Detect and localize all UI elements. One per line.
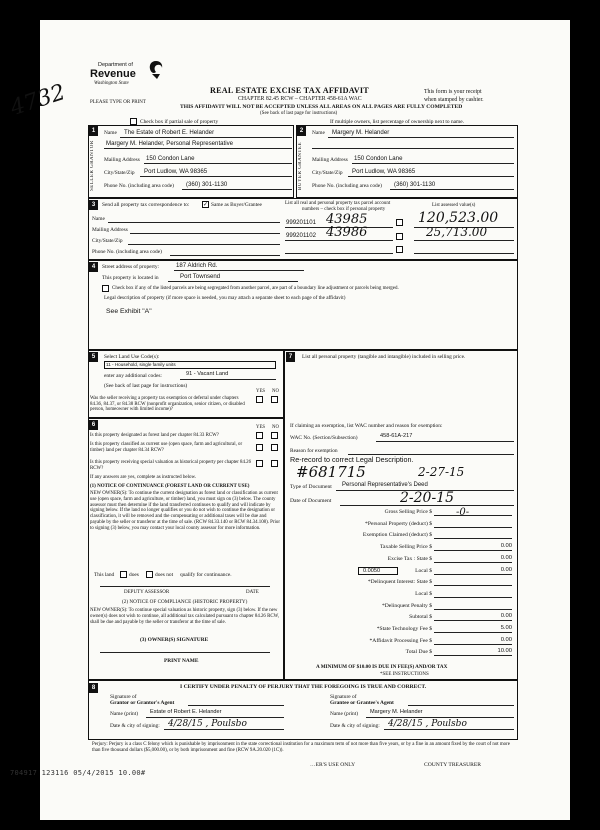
parcel-1-hand: 43985 [326,212,368,227]
wac-line [376,441,514,442]
s5-question: Was the seller receiving a property tax exemption or deferral under chapters 84.36, 84.37, or 84.38 RCW (nonprofit organization, senior citizen, or disabled person, homeowner with limited income)? [90,396,245,413]
tax-row-line [434,585,512,586]
located-line [168,281,298,282]
tax-row-value[interactable]: 5.00 [500,625,512,631]
buyer-phone[interactable]: (360) 301-1130 [394,181,436,188]
s3-phone-label: Phone No. (including area code) [92,249,162,255]
grantee-sig-line[interactable] [408,705,514,706]
s6-if-yes: If any answers are yes, complete as instructed below. [90,475,197,480]
wac-label: WAC No. (Section/Subsection) [290,435,358,441]
tax-row-label: Local $ [415,590,432,597]
qualify-text: qualify for continuance. [180,572,232,578]
exemption-claim-label: If claiming an exemption, list WAC number and reason for exemption: [290,423,443,429]
section-6-number: 6 [89,420,98,430]
street-line [174,270,304,271]
s6-q2-no[interactable] [271,444,278,451]
legal-description[interactable]: See Exhibit "A" [106,308,152,315]
reason-label: Reason for exemption [290,448,338,454]
tax-row-line [434,527,512,528]
tax-row-value[interactable]: 0.00 [500,566,512,573]
tax-row-label: *Delinquent Penalty $ [381,602,432,609]
print-name-label: PRINT NAME [164,658,199,664]
deputy-line [100,586,270,587]
grantee-date-label: Date & city of signing: [330,723,380,729]
minimum-due-note: A MINIMUM OF $10.00 IS DUE IN FEE(S) AND/OR TAX [316,664,448,670]
tax-row-value[interactable]: 0.00 [500,613,512,620]
seller-name[interactable]: The Estate of Robert E. Helander [124,129,215,136]
seller-phone-line [182,189,292,190]
grantor-name-label: Name (print) [110,711,138,717]
buyer-address[interactable]: 150 Condon Lane [354,155,403,162]
s3-address-line [130,233,280,234]
s5-no: NO [272,389,279,394]
notice-2-body: NEW OWNER(S): To continue special valuation as historic property, sign (3) below. If the new owner(s) does not wish to continue, all additional tax calculated pursuant to chapter 84.26 RCW, shall be due and payable by the seller or transferor at the time of sale. [90,608,280,625]
certify-statement: I CERTIFY UNDER PENALTY OF PERJURY THAT THE FOREGOING IS TRUE AND CORRECT. [180,684,427,690]
perjury-statement: Perjury: Perjury is a class C felony which is punishable by imprisonment in the state correctional institution for a maximum term of not more than five years, or by a fine in an amount fixed by the court of not more than five thousand dollars ($5,000.00), or by both imprisonment and fine (RCW 9A.20.020 (1C)). [92,742,510,754]
tax-row-value[interactable]: 0.00 [500,554,512,561]
segregated-label: Check box if any of the listed parcels are being segregated from another parcel, are part of a boundary line adjustment or parcels being merged. [112,286,399,291]
grantor-sig-line[interactable] [188,705,284,706]
s3-city-line [128,244,280,245]
s5-see-back: (See back of last page for instructions) [104,383,188,389]
form-see-back: (See back of last page for instructions) [260,111,338,116]
form-title: REAL ESTATE EXCISE TAX AFFIDAVIT [210,86,369,95]
wa-logo-icon [148,60,164,80]
s3-phone-line [170,255,280,256]
seller-city[interactable]: Port Ludlow, WA 98365 [144,168,208,175]
section-4-number: 4 [89,262,98,272]
seller-name-label: Name [104,130,117,136]
s3-address-label: Mailing Address [92,227,128,233]
seller-address[interactable]: 150 Condon Lane [146,155,195,162]
tax-row-label: Exemption Claimed (deduct) $ [362,532,432,539]
personal-property-label: List all personal property (tangible and intangible) included in selling price. [302,354,466,360]
grantor-date[interactable]: 4/28/15 , Poulsbo [168,719,247,729]
s6-yes: YES [256,425,266,430]
wac-number[interactable]: 458-61A-217 [380,433,413,439]
buyer-name2-line [312,148,514,149]
s6-q2: Is this property classified as current use (open space, farm and agricultural, or timber) land per chapter 84.34 RCW? [90,442,243,453]
grantee-sig-label: Signature of [330,694,357,700]
parcel-1-number[interactable]: 999201101 [286,219,317,226]
buyer-phone-label: Phone No. (including area code) [312,183,382,189]
located-city[interactable]: Port Townsend [180,273,221,280]
margin-note: 4732 [7,79,69,122]
tax-row-line [434,644,512,645]
tax-row-line [434,632,512,633]
tax-row-line [434,655,512,656]
tax-row-label: *State Technology Fee $ [376,626,432,632]
affidavit-page [7,20,570,820]
tax-row-label: Total Due $ [405,649,432,656]
land-does-not-checkbox[interactable] [146,571,153,578]
doc-date[interactable]: 2-20-15 [400,490,454,506]
send-correspondence-label: Send all property tax correspondence to: [102,202,190,208]
local-rate-box[interactable]: 0.0050 [358,567,398,575]
grantor-date-label: Date & city of signing: [110,723,160,729]
s5-yes: YES [256,389,266,394]
tax-row-line [434,562,512,563]
grantee-name-label: Name (print) [330,711,358,717]
grantee-date[interactable]: 4/28/15 , Poulsbo [388,719,467,729]
grantor-name-line [146,717,284,718]
tax-row-line [434,574,512,575]
parcel-2-value[interactable]: 25,713.00 [426,225,488,239]
receipt-note-1: This form is your receipt [424,89,482,95]
seller-phone[interactable]: (360) 301-1130 [186,181,228,188]
tax-row-line [434,538,512,539]
section-2-number: 2 [297,126,306,136]
buyer-side-label: BUYER GRANTEE [298,141,303,191]
buyer-city-label: City/State/Zip [312,170,343,176]
s3-name-label: Name [92,216,105,222]
land-use-code: 11 - Household, single family units [106,362,176,367]
grantee-name-line [366,717,514,718]
please-type: PLEASE TYPE OR PRINT [90,100,146,105]
s3-city-label: City/State/Zip [92,238,123,244]
parcel-2-checkbox[interactable] [396,233,403,240]
buyer-name[interactable]: Margery M. Helander [332,129,390,136]
s5-no-checkbox[interactable] [271,396,278,403]
parcel-3-value-line [414,253,514,254]
gross-price-hand: -0- [456,507,470,518]
land-does-label: This land [94,572,115,578]
buyer-name-label: Name [312,130,325,136]
form-chapter: CHAPTER 82.45 RCW – CHAPTER 458-61A WAC [238,96,362,102]
tax-row-label: *Affidavit Processing Fee $ [369,637,432,644]
assessed-header: List assessed value(s) [432,203,476,208]
owner-signature-label: (3) OWNER(S) SIGNATURE [140,637,209,643]
buyer-address-label: Mailing Address [312,157,348,163]
s6-q3: Is this property receiving special valuation as historical property per chapter 84.26 RCW? [90,460,252,471]
parcel-2-line [285,240,393,241]
additional-codes[interactable]: 91 - Vacant Land [186,371,229,377]
county-treasurer-label: COUNTY TREASURER [424,762,482,768]
handwritten-ref: #681715 [296,463,366,481]
parcel-1-value[interactable]: 120,523.00 [418,210,499,226]
land-does-checkbox[interactable] [120,571,127,578]
s6-q3-yes[interactable] [256,460,263,467]
parcel-2-number[interactable]: 999201102 [286,232,317,239]
street-label: Street address of property: [102,264,160,270]
section-7-number: 7 [286,352,295,362]
located-label: This property is located in [102,275,159,281]
same-as-buyer-label: Same as Buyer/Grantee [211,202,262,208]
doc-type-label: Type of Document [290,484,332,490]
dor-logo [90,60,180,98]
parcel-header-2: numbers – check box if personal property [302,207,386,212]
s6-no: NO [272,425,279,430]
multiple-owners-note: If multiple owners, list percentage of ownership next to name. [330,119,464,125]
tax-row-line [434,550,512,551]
grantor-name[interactable]: Estate of Robert E. Helander [150,709,222,715]
s6-q3-no[interactable] [271,460,278,467]
s6-q1-no[interactable] [271,432,278,439]
parcel-header-1: List all real and personal property tax parcel account [285,201,391,206]
parcel-2-hand: 43986 [326,225,368,240]
doc-type[interactable]: Personal Representative's Deed [342,482,428,488]
parcel-3-line [285,253,393,254]
land-does-not-text: does not [155,572,174,578]
section-1-number: 1 [89,126,98,136]
buyer-address-line [352,163,514,164]
notice-1-title: (1) NOTICE OF CONTINUANCE (FOREST LAND OR CURRENT USE) [90,484,250,489]
receipt-note-2: when stamped by cashier. [424,97,484,103]
buyer-phone-line [390,189,514,190]
s3-name-line [108,222,280,223]
seller-city-line [140,176,292,177]
form-warning: THIS AFFIDAVIT WILL NOT BE ACCEPTED UNLESS ALL AREAS ON ALL PAGES ARE FULLY COMPLETED [180,104,463,110]
section-3-number: 3 [89,200,98,210]
s6-q2-yes[interactable] [256,444,263,451]
seller-side-label: SELLER GRANTOR [90,140,95,192]
land-use-label: Select Land Use Code(s): [104,354,160,360]
seller-city-label: City/State/Zip [104,170,135,176]
tax-row-label: *Delinquent Interest: State $ [367,579,432,586]
parcel-3-checkbox[interactable] [396,246,403,253]
section-4 [88,260,518,350]
legal-label: Legal description of property (if more space is needed, you may attach a separate sheet to each page of the affidavit) [104,295,346,301]
grantee-name[interactable]: Margery M. Helander [370,709,423,715]
doc-date-label: Date of Document [290,498,332,504]
street-address[interactable]: 187 Aldrich Rd. [176,262,218,269]
grantor-sig-label: Signature of [110,694,137,700]
date-label: DATE [246,590,259,595]
section-5-number: 5 [89,352,98,362]
tax-row-label: Taxable Selling Price $ [380,544,432,551]
s6-q1-yes[interactable] [256,432,263,439]
logo-text-3: Washington State [94,81,129,86]
grantor-label: Grantor or Grantor's Agent [110,700,175,706]
tax-row-line [434,515,512,516]
parcel-1-checkbox[interactable] [396,219,403,226]
buyer-city-line [348,176,514,177]
tax-row-value[interactable]: 10.00 [497,648,512,655]
tax-row-label: Subtotal $ [409,614,432,621]
tax-row-value[interactable]: 0.00 [500,543,512,550]
treasurer-use-label: …ER'S USE ONLY [310,762,356,768]
additional-codes-label: enter any additional codes: [104,373,162,379]
notice-2-title: (2) NOTICE OF COMPLIANCE (HISTORIC PROPERTY) [122,599,248,605]
s5-yes-checkbox[interactable] [256,396,263,403]
partial-sale-checkbox[interactable] [130,118,137,125]
owner-signature-line[interactable] [100,652,270,653]
tax-row-label: Local $ [415,567,432,574]
s6-q1: Is this property designated as forest land per chapter 84.33 RCW? [90,433,219,438]
see-instructions: *SEE INSTRUCTIONS [380,672,429,677]
seller-address-line [144,163,292,164]
handwritten-ref-date: 2-27-15 [418,465,465,479]
same-as-buyer-checkbox[interactable]: ✓ [203,202,209,208]
seller-name-2[interactable]: Margery M. Helander, Personal Representative [106,140,234,147]
seller-phone-label: Phone No. (including area code) [104,183,174,189]
logo-text-1: Department of [98,62,133,68]
grantee-label: Grantee or Grantee's Agent [330,700,394,706]
partial-sale-label: Check box if partial sale of property [140,119,219,125]
exemption-reason[interactable]: Re-record to correct Legal Description. [290,455,414,464]
seller-address-label: Mailing Address [104,157,140,163]
deputy-label: DEPUTY ASSESSOR [124,590,170,595]
tax-row-line [434,620,512,621]
tax-row-line [434,597,512,598]
logo-text-2: Revenue [90,68,136,80]
land-does-text: does [129,572,139,578]
section-8-number: 8 [89,683,98,693]
tax-row-label: Gross Selling Price $ [384,509,432,515]
segregated-checkbox[interactable] [102,285,109,292]
recording-stamp: 704917 123116 05/4/2015 10.00# [10,769,146,777]
notice-1-body: NEW OWNER(S): To continue the current designation as forest land or classification as current use (open space, farm and agriculture, or timber) land, you must sign on (3) below. The county assessor must then determine if the land transferred continues to qualify and will indicate by signing below. If the land no longer qualifies or you do not wish to continue the designation or classification, it will be removed and the compensating or additional taxes will be due and payable by the seller or transferor at the time of sale. (RCW 84.33.140 or RCW 84.34.108). Prior to signing (3) below, you may contact your local county assessor for more information. [90,491,280,531]
buyer-city[interactable]: Port Ludlow, WA 98365 [352,168,416,175]
parcel-2-value-line [414,240,514,241]
seller-name-line [120,137,292,138]
buyer-name-line [328,137,514,138]
additional-codes-line [180,379,276,380]
seller-name2-line [104,148,292,149]
tax-row-line [434,609,512,610]
tax-row-label: Excise Tax : State $ [387,555,432,562]
tax-row-label: *Personal Property (deduct) $ [365,520,432,527]
tax-row-value[interactable]: 0.00 [500,636,512,643]
